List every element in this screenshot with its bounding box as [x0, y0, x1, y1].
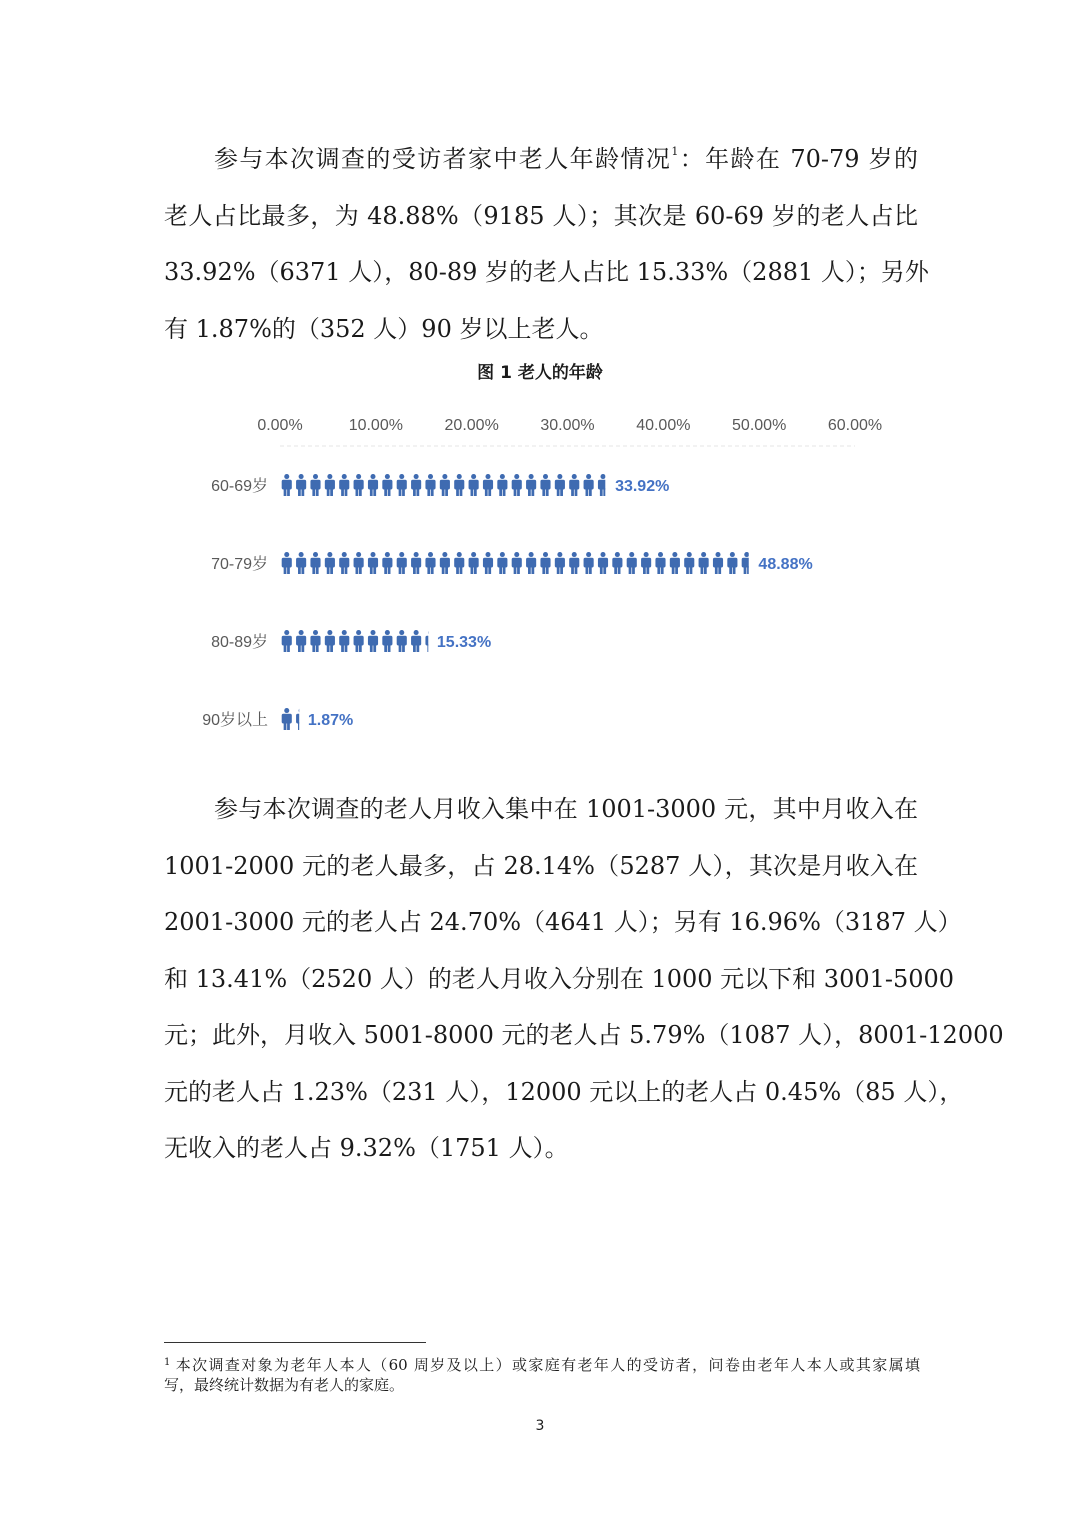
footnote-mark: 1 — [164, 1357, 171, 1368]
person-icon — [310, 552, 320, 574]
person-icon — [469, 474, 479, 496]
person-icon — [727, 552, 737, 574]
person-icon — [425, 474, 435, 496]
text-line: 有 1.87%的（352 人）90 岁以上老人。 — [164, 314, 604, 343]
text-line: 2001-3000 元的老人占 24.70%（4641 人）；另有 16.96%（3187 人） — [164, 908, 962, 936]
person-icon — [497, 552, 507, 574]
person-icon — [569, 474, 579, 496]
person-icon — [454, 474, 464, 496]
person-icon — [612, 552, 622, 574]
person-icon — [296, 552, 306, 574]
person-icon — [296, 474, 306, 496]
person-icon — [555, 474, 565, 496]
text-line: 和 13.41%（2520 人）的老人月收入分别在 1000 元以下和 3001-5000 — [164, 964, 955, 993]
chart-row — [202, 708, 353, 730]
text-line: 1001-2000 元的老人最多，占 28.14%（5287 人），其次是月收入在 — [164, 851, 918, 880]
chart-row — [211, 630, 491, 652]
chart-row — [211, 552, 813, 574]
chart-rows — [202, 474, 813, 730]
person-icon — [598, 552, 608, 574]
person-icon — [569, 552, 579, 574]
person-icon — [497, 474, 507, 496]
person-icon — [397, 630, 407, 652]
person-icon — [526, 552, 536, 574]
person-icon — [469, 552, 479, 574]
person-icon — [296, 630, 306, 652]
footnote — [164, 1352, 920, 1396]
person-icon — [325, 630, 335, 652]
text-line: 33.92%（6371 人），80-89 岁的老人占比 15.33%（2881 人）；另外 — [164, 258, 929, 286]
person-icon — [655, 552, 665, 574]
text-line: 参与本次调查的受访者家中老人年龄情况$^1$：年龄在 70-79 岁的 — [214, 145, 919, 173]
text-line: 老人占比最多，为 48.88%（9185 人）；其次是 60-69 岁的老人占比 — [164, 201, 918, 230]
person-icon — [454, 552, 464, 574]
text-line: 元；此外，月收入 5001-8000 元的老人占 5.79%（1087 人），8001-12000 — [164, 1021, 1004, 1049]
person-icon — [411, 630, 421, 652]
person-icon — [382, 552, 392, 574]
axis-tick-label: 10.00% — [348, 417, 403, 434]
axis-tick-labels — [257, 417, 882, 434]
person-icon — [354, 552, 364, 574]
person-icon — [584, 474, 594, 496]
person-icon — [368, 630, 378, 652]
person-icon — [411, 474, 421, 496]
person-icon — [526, 474, 536, 496]
person-icon — [382, 630, 392, 652]
person-icon — [282, 708, 292, 730]
person-icon — [699, 552, 709, 574]
category-label: 60-69岁 — [211, 478, 268, 495]
footnote-line: $^1$ 本次调查对象为老年人本人（60 周岁及以上）或家庭有老年人的受访者，问卷由老年人本人或其家属填 — [164, 1356, 920, 1374]
chart-row — [211, 474, 669, 496]
person-icon — [368, 552, 378, 574]
value-label: 1.87% — [307, 712, 354, 729]
axis-tick-label: 40.00% — [636, 417, 691, 434]
value-label: 33.92% — [615, 478, 670, 495]
axis-tick-label: 0.00% — [257, 417, 303, 434]
text-line: 元的老人占 1.23%（231 人），12000 元以上的老人占 0.45%（85 人）， — [164, 1077, 964, 1106]
category-label: 70-79岁 — [211, 556, 268, 573]
person-icon — [339, 474, 349, 496]
person-icon — [512, 552, 522, 574]
person-icon — [282, 474, 292, 496]
person-icon — [354, 630, 364, 652]
person-icon — [713, 552, 723, 574]
axis-tick-label: 50.00% — [732, 417, 787, 434]
footnote-divider — [164, 1342, 426, 1343]
value-label: 15.33% — [436, 634, 492, 651]
person-icon — [382, 474, 392, 496]
person-icon — [310, 630, 320, 652]
person-icon — [425, 552, 435, 574]
person-icon — [296, 708, 306, 730]
person-icon — [339, 552, 349, 574]
axis-tick-label: 60.00% — [827, 417, 883, 434]
footnote-ref[interactable]: 1 — [671, 145, 679, 158]
value-label: 48.88% — [758, 556, 813, 573]
person-icon — [440, 552, 450, 574]
person-icon — [282, 552, 292, 574]
person-icon — [310, 474, 320, 496]
page-number: 3 — [535, 1418, 545, 1434]
person-icon — [598, 474, 608, 496]
person-icon — [425, 630, 435, 652]
person-icon — [641, 552, 651, 574]
text-line: 无收入的老人占 9.32%（1751 人）。 — [164, 1134, 569, 1162]
text-line: 参与本次调查的老人月收入集中在 1001-3000 元，其中月收入在 — [214, 795, 918, 823]
figure-title: 图 1 老人的年龄 — [477, 363, 603, 383]
person-icon — [354, 474, 364, 496]
person-icon — [540, 474, 550, 496]
person-icon — [670, 552, 680, 574]
paragraph-age-summary — [164, 131, 929, 357]
age-pictograph-chart — [0, 395, 1080, 755]
person-icon — [483, 474, 493, 496]
person-icon — [742, 552, 752, 574]
category-label: 80-89岁 — [211, 634, 268, 651]
person-icon — [339, 630, 349, 652]
person-icon — [397, 474, 407, 496]
person-icon — [282, 630, 292, 652]
person-icon — [397, 552, 407, 574]
person-icon — [368, 474, 378, 496]
person-icon — [411, 552, 421, 574]
person-icon — [512, 474, 522, 496]
person-icon — [627, 552, 637, 574]
person-icon — [555, 552, 565, 574]
person-icon — [584, 552, 594, 574]
category-label: 90岁以上 — [202, 712, 268, 729]
person-icon — [540, 552, 550, 574]
person-icon — [440, 474, 450, 496]
person-icon — [483, 552, 493, 574]
paragraph-income-summary — [164, 781, 1004, 1177]
footnote-line: 写，最终统计数据为有老人的家庭。 — [164, 1376, 405, 1394]
person-icon — [325, 474, 335, 496]
axis-tick-label: 20.00% — [444, 417, 499, 434]
axis-tick-label: 30.00% — [540, 417, 595, 434]
person-icon — [325, 552, 335, 574]
person-icon — [684, 552, 694, 574]
